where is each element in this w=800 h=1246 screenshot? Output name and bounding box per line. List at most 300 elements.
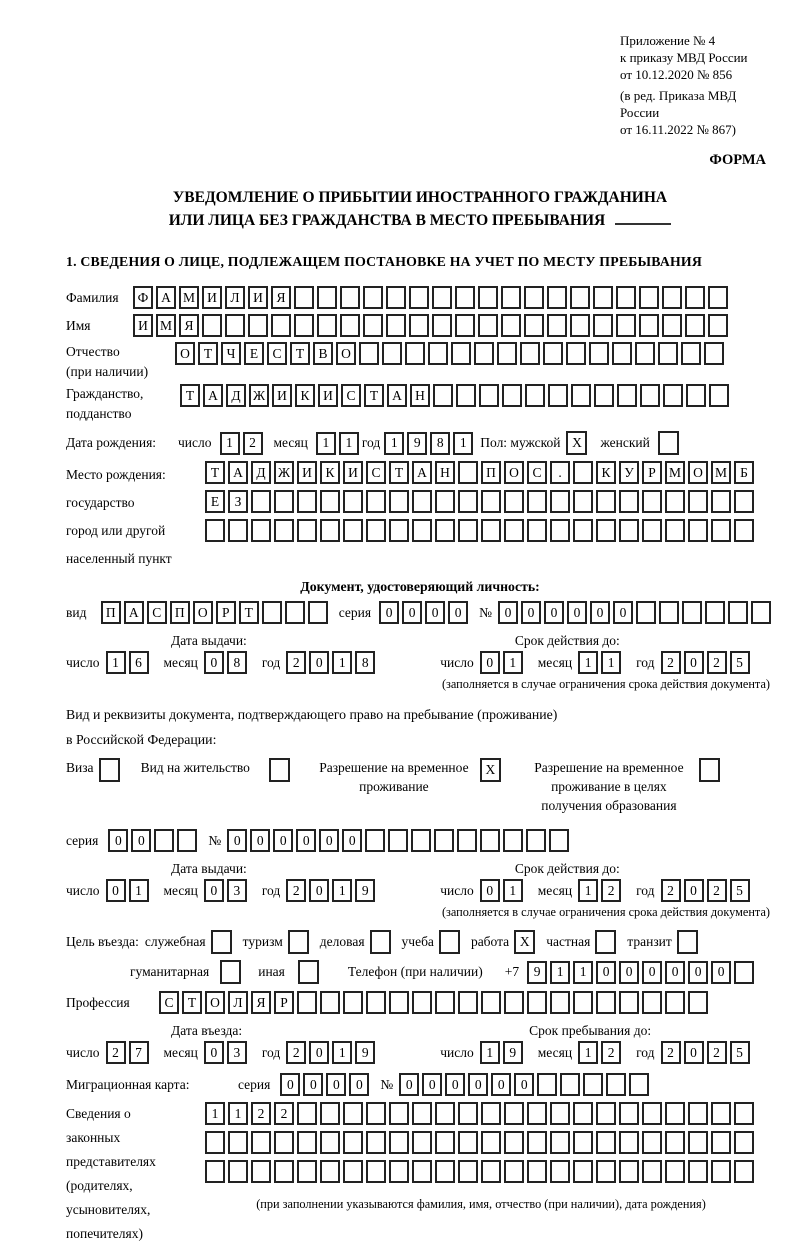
entry-dates-row [66,1041,774,1064]
purpose-transit-checkbox [677,930,698,954]
form-cell: Р [216,601,236,624]
form-cell [566,342,586,365]
form-cell [524,314,544,337]
form-cell: 1 [503,651,523,674]
legal-reps-cells-row-2 [205,1131,757,1154]
form-cell [262,601,282,624]
form-cell [251,490,271,513]
legal-reps-cells-row-1 [205,1102,757,1125]
residence-date-labels [66,861,774,877]
form-cell [704,342,724,365]
form-cell [320,490,340,513]
phone-prefix: +7 [504,964,520,979]
form-cell [734,490,754,513]
form-cell: 0 [326,1073,346,1096]
form-cell: 9 [355,1041,375,1064]
form-cell [665,490,685,513]
form-cell [573,1102,593,1125]
form-cell: Т [182,991,202,1014]
number-label: № [479,604,492,620]
form-cell [389,490,409,513]
form-cell [589,342,609,365]
day-label: число [178,435,212,450]
visa-option-label: Виза [66,760,94,775]
form-cell [504,991,524,1014]
sex-male-label: Пол: мужской [480,435,561,450]
stay-day-cells [480,1041,526,1064]
entry-year-cells [286,1041,378,1064]
form-cell: 9 [355,879,375,902]
form-cell: А [156,286,176,309]
form-cell: Т [290,342,310,365]
form-cell: 0 [665,961,685,984]
patronymic-row [66,342,774,382]
form-cell: 0 [319,829,339,852]
given-name-label: Имя [66,317,91,333]
purpose-official-checkbox [211,930,232,954]
form-cell: И [248,286,268,309]
form-cell [570,286,590,309]
form-cell [573,991,593,1014]
form-cell [734,1102,754,1125]
series-label: серия [238,1076,271,1092]
form-cell [527,1160,547,1183]
form-cell [665,1131,685,1154]
form-cell [543,342,563,365]
identity-series-cells [379,601,471,624]
stay-year-cells [661,1041,753,1064]
form-cell [596,519,616,542]
day-label: число [66,654,100,670]
form-cell [435,1160,455,1183]
form-cell [248,314,268,337]
form-cell: О [336,342,356,365]
form-cell: 1 [316,432,336,455]
form-cell [711,1131,731,1154]
form-cell: И [297,461,317,484]
form-cell [520,342,540,365]
form-cell [456,384,476,407]
form-cell: И [133,314,153,337]
form-cell [526,829,546,852]
birthplace-label-1: Место рождения: [66,467,166,482]
form-cell: 0 [448,601,468,624]
migration-card-label: Миграционная карта: [66,1076,190,1092]
month-label: месяц [163,882,198,898]
given-name-cells [133,314,731,337]
form-cell: З [228,490,248,513]
form-cell [432,286,452,309]
form-cell [359,342,379,365]
form-cell [686,384,706,407]
form-cell [629,1073,649,1096]
birthplace-row [66,461,774,573]
identity-valid-day-cells [480,651,526,674]
page-title [66,187,774,232]
year-label: год [636,1044,655,1060]
visit-purpose-label: Цель въезда: [66,934,139,949]
form-cell: 2 [286,651,306,674]
form-cell: 2 [707,1041,727,1064]
surname-cells [133,286,731,309]
form-cell: 1 [129,879,149,902]
form-cell: 8 [355,651,375,674]
form-cell [573,519,593,542]
form-cell: 2 [601,1041,621,1064]
form-cell: 1 [578,879,598,902]
sex-female-checkbox [658,431,679,455]
purpose-official-label: служебная [144,934,206,949]
form-cell [504,1102,524,1125]
form-cell: 0 [106,879,126,902]
form-cell: М [156,314,176,337]
form-cell: 1 [550,961,570,984]
form-cell: 9 [407,432,427,455]
purpose-private-label: частная [546,934,591,949]
appendix-line: Приложение № 4 [620,33,716,48]
visa-checkbox [99,758,120,782]
form-cell [639,286,659,309]
title-line-1: УВЕДОМЛЕНИЕ О ПРИБЫТИИ ИНОСТРАННОГО ГРАЖДАНИНА [172,189,668,206]
form-cell: 0 [379,601,399,624]
form-cell [428,342,448,365]
form-cell [527,1102,547,1125]
form-cell: 0 [567,601,587,624]
patronymic-label-2: (при наличии) [66,364,149,379]
form-cell: Я [251,991,271,1014]
form-cell [685,286,705,309]
form-cell [619,1160,639,1183]
form-cell: 0 [445,1073,465,1096]
form-cell: 5 [730,879,750,902]
form-cell [481,519,501,542]
form-cell: 0 [204,651,224,674]
form-cell: И [272,384,292,407]
form-cell [560,1073,580,1096]
form-cell [688,519,708,542]
title-blank-underline [615,209,671,225]
form-cell [458,1131,478,1154]
form-cell: 2 [286,1041,306,1064]
limit-note: (заполняется в случае ограничения срока действия документа) [441,677,770,691]
form-cell [504,519,524,542]
form-cell: П [170,601,190,624]
form-cell [596,490,616,513]
form-cell [274,490,294,513]
form-cell: О [205,991,225,1014]
form-cell [550,490,570,513]
form-cell: 0 [296,829,316,852]
form-cell: 1 [332,1041,352,1064]
form-cell: 0 [250,829,270,852]
form-cell: 0 [422,1073,442,1096]
form-cell: 0 [402,601,422,624]
form-cell [527,1131,547,1154]
residence-series-cells [108,829,200,852]
form-cell [504,490,524,513]
kind-label: вид [66,604,87,620]
form-cell [688,1160,708,1183]
form-cell: П [101,601,121,624]
form-cell: 0 [108,829,128,852]
form-cell: 1 [573,961,593,984]
form-cell [751,601,771,624]
form-cell [205,519,225,542]
form-cell [681,342,701,365]
identity-kind-cells [101,601,331,624]
form-cell [412,991,432,1014]
form-cell: С [341,384,361,407]
form-cell [619,1102,639,1125]
form-cell [412,1160,432,1183]
section-1-heading: 1. СВЕДЕНИЯ О ЛИЦЕ, ПОДЛЕЖАЩЕМ ПОСТАНОВКЕ НА УЧЕТ ПО МЕСТУ ПРЕБЫВАНИЯ [66,254,703,269]
legal-reps-label-2: законных [66,1130,121,1145]
day-label: число [66,882,100,898]
form-cell [481,1160,501,1183]
form-cell: Р [642,461,662,484]
residence-number-cells [227,829,572,852]
given-name-row [66,314,774,337]
form-cell [688,1102,708,1125]
appendix-line: (в ред. Приказа МВД России [620,88,737,120]
form-cell: К [596,461,616,484]
form-cell [154,829,174,852]
valid-until-label: Срок действия до: [514,633,620,648]
form-cell [537,1073,557,1096]
form-cell: 0 [204,1041,224,1064]
form-cell: Т [205,461,225,484]
form-cell: Т [198,342,218,365]
form-cell: 1 [332,879,352,902]
form-cell [225,314,245,337]
form-cell [711,1160,731,1183]
form-cell [412,519,432,542]
form-cell: 9 [503,1041,523,1064]
form-cell: С [366,461,386,484]
identity-number-cells [498,601,774,624]
day-label: число [440,654,474,670]
legal-reps-cells-row-3 [205,1160,757,1183]
birth-date-row [66,431,774,455]
form-cell [366,1102,386,1125]
purpose-humanitarian-checkbox [220,960,241,984]
form-cell: Л [225,286,245,309]
form-cell: О [504,461,524,484]
form-cell: 1 [384,432,404,455]
year-label: год [261,1044,281,1060]
form-cell: Я [271,286,291,309]
phone-label: Телефон (при наличии) [347,964,483,979]
form-cell: 0 [642,961,662,984]
purpose-humanitarian-label: гуманитарная [130,964,210,979]
form-cell: 0 [303,1073,323,1096]
visit-purpose-row-1 [66,930,774,954]
purpose-other-label: иная [258,964,285,979]
form-cell: К [320,461,340,484]
form-cell [665,991,685,1014]
form-cell [642,519,662,542]
form-cell [412,1131,432,1154]
form-cell [549,829,569,852]
form-cell [365,829,385,852]
form-cell: 0 [349,1073,369,1096]
form-cell: Т [239,601,259,624]
form-cell [594,384,614,407]
series-label: серия [66,832,99,848]
residence-dates-row [66,879,774,902]
month-label: месяц [163,654,198,670]
form-cell [388,829,408,852]
form-cell [458,461,478,484]
form-cell [525,384,545,407]
form-cell [550,1160,570,1183]
form-cell [479,384,499,407]
form-cell: Д [251,461,271,484]
form-cell: 2 [274,1102,294,1125]
form-cell: С [527,461,547,484]
form-cell [366,991,386,1014]
form-cell [665,519,685,542]
form-cell: А [387,384,407,407]
form-cell [573,1131,593,1154]
form-cell [547,314,567,337]
identity-issued-month-cells [204,651,250,674]
entry-date-label: Дата въезда: [171,1023,243,1038]
form-cell [711,1102,731,1125]
form-cell [202,314,222,337]
form-cell [685,314,705,337]
form-cell: 0 [711,961,731,984]
residence-valid-month-cells [578,879,624,902]
form-cell: 8 [430,432,450,455]
month-label: месяц [537,882,573,898]
form-cell: 0 [131,829,151,852]
identity-issued-year-cells [286,651,378,674]
form-cell [734,1131,754,1154]
form-cell: Ф [133,286,153,309]
form-cell [435,519,455,542]
form-cell: 0 [468,1073,488,1096]
patronymic-label: Отчество [66,344,120,359]
form-cell: 0 [480,879,500,902]
form-cell [409,314,429,337]
form-cell: 1 [106,651,126,674]
form-cell [320,1131,340,1154]
form-cell [642,1102,662,1125]
identity-valid-month-cells [578,651,624,674]
form-cell [343,1160,363,1183]
form-cell: С [147,601,167,624]
form-cell [642,490,662,513]
form-cell: 2 [251,1102,271,1125]
form-cell [606,1073,626,1096]
form-cell [497,342,517,365]
form-cell: А [124,601,144,624]
form-cell: 2 [286,879,306,902]
form-cell [583,1073,603,1096]
surname-label: Фамилия [66,289,119,305]
form-cell: Ж [249,384,269,407]
form-cell [455,286,475,309]
form-cell [478,314,498,337]
form-cell [593,286,613,309]
form-cell: 1 [332,651,352,674]
form-cell [451,342,471,365]
form-cell [501,286,521,309]
form-cell [688,991,708,1014]
form-cell [366,519,386,542]
form-cell: 0 [399,1073,419,1096]
form-cell: 2 [661,879,681,902]
form-cell: 0 [342,829,362,852]
form-cell [709,384,729,407]
form-cell [320,1160,340,1183]
temp-residence-option-label: Разрешение на временное проживание [319,760,469,794]
month-label: месяц [537,1044,573,1060]
form-cell: О [193,601,213,624]
form-cell [503,829,523,852]
sex-male-checkbox: X [566,431,587,455]
form-cell [642,991,662,1014]
form-cell [297,991,317,1014]
purpose-work-label: работа [470,934,510,949]
citizenship-cells [180,384,732,407]
form-cell: 9 [527,961,547,984]
form-cell [340,314,360,337]
form-cell [435,490,455,513]
form-cell [596,1160,616,1183]
form-cell: Ч [221,342,241,365]
valid-until-label: Срок действия до: [514,861,620,876]
form-cell [320,1102,340,1125]
citizenship-label: Гражданство, [66,386,144,401]
form-cell [665,1102,685,1125]
citizenship-row [66,384,774,424]
form-cell [504,1131,524,1154]
form-cell [688,490,708,513]
migration-series-cells [280,1073,372,1096]
form-cell [274,1131,294,1154]
form-cell [389,519,409,542]
form-cell: И [202,286,222,309]
stay-month-cells [578,1041,624,1064]
form-cell: 1 [503,879,523,902]
form-cell [411,829,431,852]
appendix-line: от 10.12.2020 № 856 [620,67,733,82]
residence-intro-line-2: в Российской Федерации: [66,732,217,747]
form-cell [573,461,593,484]
form-cell: Ж [274,461,294,484]
form-cell [480,829,500,852]
form-cell [297,490,317,513]
identity-doc-kind-row [66,601,774,624]
form-cell [228,1160,248,1183]
appendix-line: от 16.11.2022 № 867) [620,122,737,137]
form-cell [547,286,567,309]
form-cell: 0 [619,961,639,984]
form-cell: 0 [514,1073,534,1096]
form-cell: М [711,461,731,484]
form-cell [458,991,478,1014]
purpose-business-label: деловая [319,934,365,949]
form-cell [320,519,340,542]
form-cell [343,1102,363,1125]
form-cell: 8 [227,651,247,674]
form-cell: 0 [684,651,704,674]
form-cell: 2 [601,879,621,902]
form-cell [636,601,656,624]
legal-reps-label-1: Сведения о [66,1106,131,1121]
